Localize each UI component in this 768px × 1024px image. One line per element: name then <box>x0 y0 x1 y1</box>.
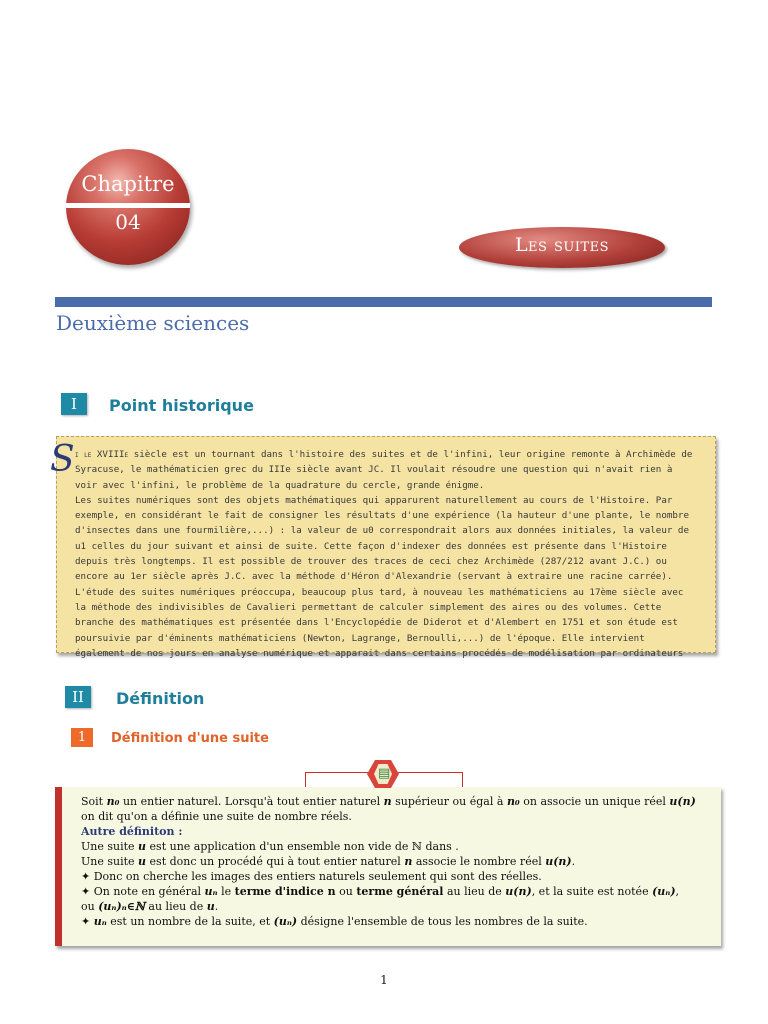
text: ✦ <box>81 915 91 928</box>
text: ou <box>81 900 95 913</box>
text: Une suite <box>81 840 135 853</box>
text: ou <box>339 885 353 898</box>
definition-line: on dit qu'on a définie une suite de nombre réels. <box>81 810 352 823</box>
drop-cap: S <box>50 439 75 480</box>
chapter-badge-band <box>66 203 190 208</box>
chapter-number: 04 <box>115 210 141 234</box>
history-paragraph-2: Les suites numériques sont des objets mathématiques qui apparurent naturellement au cours de l'Histoire. Par exemple, en considérant le fait de consigner les résultats d'une expérience (la hauteur d'une plante, le nombre d'insectes dans une fourmilière,...) : la valeur de u0 correspondrait alors aux données initiales, la valeur de u1 celles du jour suivant et ainsi de suite. Cette façon d'indexer des données est présente dans l'Histoire depuis très longtemps. Il est possible de trouver des traces de ceci chez Archimède (287/212 avant J.C.) ou encore au 1er siècle après J.C. avec la méthode d'Héron d'Alexandrie (servant à extraire une racine carrée). L'étude des suites numériques préoccupa, beaucoup plus tard, à nouveau les mathématiciens au 17ème siècle avec la méthode des indivisibles de Cavalieri permettant de calculer simplement des aires ou des volumes. Cette branche des mathématiques est présentée dans l'Encyclopédie de Diderot et d'Alembert en 1751 et son étude est poursuivie par d'éminents mathématiciens (Newton, Lagrange, Bernoulli,...) de l'époque. Elle intervient également de nos jours en analyse numérique et apparait dans certains procédés de modélisation par ordinateurs <box>75 494 689 659</box>
text: désigne l'ensemble de tous les nombres de la suite. <box>300 915 588 928</box>
math-n: n <box>383 795 392 808</box>
math-un-seq-n: (uₙ)ₙ∈ℕ <box>98 900 145 913</box>
math-n: n <box>404 855 413 868</box>
math-un: u(n) <box>669 795 696 808</box>
history-lead: i le XVIIIe <box>75 449 129 460</box>
math-un: u(n) <box>545 855 572 868</box>
text: est un nombre de la suite, et <box>110 915 271 928</box>
term-general: terme général <box>356 885 444 898</box>
text: au lieu de <box>446 885 502 898</box>
section-title: Définition <box>116 689 205 708</box>
term-index: terme d'indice n <box>234 885 336 898</box>
text: Une suite <box>81 855 135 868</box>
text: au lieu de <box>148 900 204 913</box>
page-number: 1 <box>380 973 388 987</box>
text: un entier naturel. Lorsqu'à tout entier naturel <box>122 795 381 808</box>
text: on associe un unique réel <box>523 795 666 808</box>
chapter-title: Les suites <box>514 234 610 256</box>
section-number: I <box>61 393 87 415</box>
text: ✦ On note en général <box>81 885 202 898</box>
text: Soit <box>81 795 104 808</box>
definition-line: ✦ Donc on cherche les images des entiers naturels seulement qui sont des réelles. <box>81 870 542 883</box>
math-u: u <box>206 900 215 913</box>
math-un: uₙ <box>204 885 218 898</box>
history-text <box>75 447 693 661</box>
chapter-label: Chapitre <box>81 172 175 196</box>
text: associe le nombre réel <box>415 855 542 868</box>
section-number: II <box>65 686 91 708</box>
header-rule <box>55 297 712 307</box>
text: est une application d'un ensemble non vide de ℕ dans . <box>149 840 459 853</box>
text: . <box>214 900 219 913</box>
math-un-seq: (uₙ) <box>273 915 298 928</box>
text: est donc un procédé qui à tout entier naturel <box>149 855 401 868</box>
math-u: u <box>138 855 147 868</box>
text: le <box>221 885 232 898</box>
document-icon: ▤ <box>378 766 391 781</box>
text: , et la suite est notée <box>531 885 649 898</box>
subsection-title: Définition d'une suite <box>111 731 269 746</box>
history-paragraph-1: siècle est un tournant dans l'histoire des suites et de l'infini, leur origine remonte à Archimède de Syracuse, le mathématicien grec du IIIe siècle avant JC. Il voulait résoudre une question qui n'avait rien à voir avec l'infini, le problème de la quadrature du cercle, grande énigme. <box>75 449 693 491</box>
definition-text: Soit n₀ un entier naturel. Lorsqu'à tout entier naturel n supérieur ou égal à n₀ on associe un unique réel u(n) on dit qu'on a définie une suite de nombre réels. Autre définiton : Une suite u est une application d'un ensemble non vide de ℕ dans . Une suite u est donc un procédé qui à tout entier naturel n associe le nombre réel u(n). ✦ Donc on cherche les images des entiers naturels seulement qui sont des réelles. ✦ On note en général uₙ le terme d'indice n ou terme général au lieu de u(n), et la suite est notée (uₙ), ou (uₙ)ₙ∈ℕ au lieu de u. ✦ uₙ est un nombre de la suite, et (uₙ) désigne l'ensemble de tous les nombres de la suite. <box>81 794 706 929</box>
math-un: uₙ <box>93 915 107 928</box>
subsection-number: 1 <box>71 728 93 747</box>
section-title: Point historique <box>109 396 254 415</box>
math-un-seq: (uₙ) <box>652 885 676 898</box>
math-n0: n₀ <box>106 795 120 808</box>
math-n0: n₀ <box>506 795 520 808</box>
class-level: Deuxième sciences <box>56 311 250 335</box>
other-definition-heading: Autre définiton : <box>81 825 183 838</box>
math-u: u <box>138 840 147 853</box>
text: supérieur ou égal à <box>395 795 504 808</box>
math-un: u(n) <box>505 885 532 898</box>
